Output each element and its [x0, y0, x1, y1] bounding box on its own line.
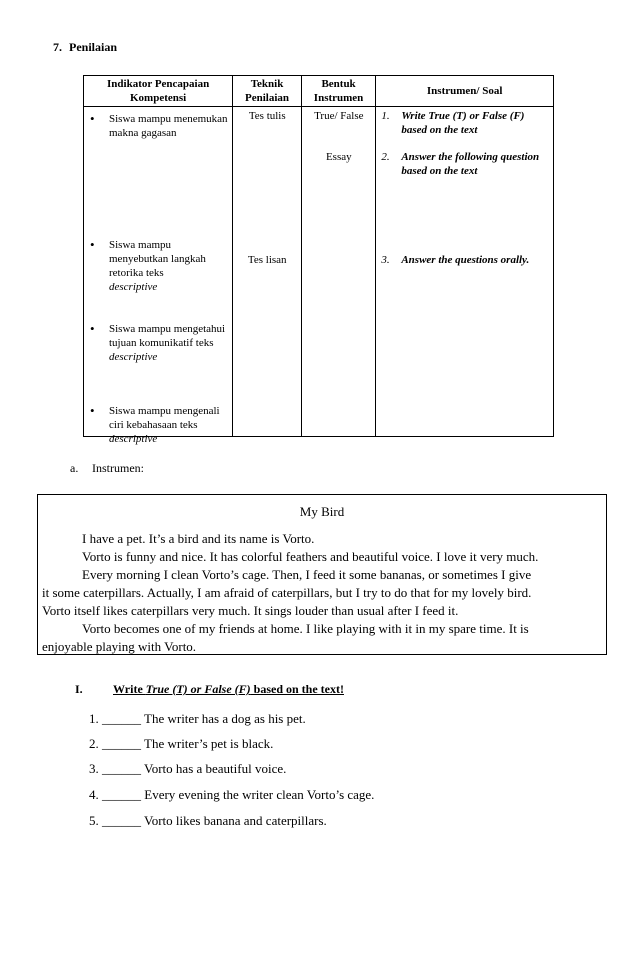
question-item — [89, 736, 273, 752]
question-number: 4. — [89, 787, 99, 802]
answer-blank: ______ — [102, 761, 141, 776]
indicator-cell — [84, 107, 233, 445]
section-number: 7. — [53, 40, 62, 54]
instrumen-cell — [376, 107, 554, 437]
answer-blank: ______ — [102, 736, 141, 751]
assessment-table — [83, 75, 554, 445]
question-item — [89, 813, 327, 829]
indicator-text: Siswa mampu mengenali ciri kebahasaan teks — [109, 405, 220, 431]
instrumen-text: Write True (T) or False (F) based on the text — [401, 110, 525, 136]
header-instrumen: Instrumen/ Soal — [376, 76, 554, 107]
part-instruction: Write True (T) or False (F) based on the text! — [113, 682, 344, 696]
question-text: The writer’s pet is black. — [144, 736, 274, 751]
teknik-text: Tes lisan — [247, 254, 287, 266]
passage-line: Vorto is funny and nice. It has colorful feathers and beautiful voice. I love it very much. — [82, 549, 539, 564]
reading-passage-box — [37, 494, 607, 655]
indicator-text: Siswa mampu menyebutkan langkah retorika teks — [109, 239, 206, 279]
instrumen-label — [70, 461, 144, 476]
question-item — [89, 787, 374, 803]
question-text: Vorto likes banana and caterpillars. — [144, 813, 327, 828]
question-number: 5. — [89, 813, 99, 828]
question-text: Vorto has a beautiful voice. — [144, 761, 287, 776]
indicator-italic: descriptive — [109, 281, 158, 293]
passage-line: Vorto becomes one of my friends at home. I like playing with it in my spare time. It is — [82, 621, 529, 636]
instrumen-text: Answer the following question based on the text — [401, 151, 540, 177]
answer-blank: ______ — [102, 787, 141, 802]
section-heading — [53, 40, 117, 55]
bullet-icon: • — [90, 237, 95, 252]
question-number: 2. — [89, 736, 99, 751]
passage-line: Every morning I clean Vorto’s cage. Then, I feed it some bananas, or sometimes I give — [82, 567, 532, 582]
section-title: Penilaian — [69, 40, 118, 54]
part-i-heading — [75, 682, 344, 697]
question-number: 3. — [89, 761, 99, 776]
bentuk-cell — [301, 107, 376, 437]
header-indikator: Indikator Pencapaian Kompetensi — [84, 76, 233, 107]
indicator-italic: descriptive — [109, 351, 158, 363]
bullet-icon: • — [90, 111, 95, 126]
passage-line: it some caterpillars. Actually, I am afraid of caterpillars, but I try to do that for my lovely bird. — [42, 585, 532, 600]
instrumen-number: 1. — [381, 110, 390, 122]
bentuk-text: Essay — [325, 151, 352, 163]
question-text: Every evening the writer clean Vorto’s cage. — [144, 787, 375, 802]
sub-text: Instrumen: — [92, 461, 144, 475]
answer-blank: ______ — [102, 813, 141, 828]
instrumen-text: Answer the questions orally. — [401, 254, 530, 266]
bentuk-text: True/ False — [314, 110, 364, 122]
indicator-italic: descriptive — [109, 433, 158, 445]
bullet-icon: • — [90, 321, 95, 336]
passage-line: I have a pet. It’s a bird and its name is Vorto. — [82, 531, 315, 546]
passage-line: Vorto itself likes caterpillars very much. It sings louder than usual after I feed it. — [42, 603, 459, 618]
question-item — [89, 761, 286, 777]
header-teknik: Teknik Penilaian — [233, 76, 302, 107]
answer-blank: ______ — [102, 711, 141, 726]
table-header-row — [84, 76, 554, 107]
instrumen-number: 3. — [381, 254, 390, 266]
sub-label: a. — [70, 461, 79, 475]
question-item — [89, 711, 306, 727]
teknik-text: Tes tulis — [248, 110, 286, 122]
bullet-icon: • — [90, 403, 95, 418]
teknik-cell — [233, 107, 302, 437]
question-text: The writer has a dog as his pet. — [144, 711, 306, 726]
passage-line: enjoyable playing with Vorto. — [42, 639, 197, 654]
indicator-text: Siswa mampu menemukan makna gagasan — [109, 113, 228, 139]
question-number: 1. — [89, 711, 99, 726]
header-bentuk: Bentuk Instrumen — [301, 76, 376, 107]
part-roman: I. — [75, 682, 83, 696]
instrumen-number: 2. — [381, 151, 390, 163]
table-body-row — [84, 107, 554, 437]
passage-title: My Bird — [299, 504, 345, 519]
indicator-text: Siswa mampu mengetahui tujuan komunikatif teks — [109, 323, 226, 349]
